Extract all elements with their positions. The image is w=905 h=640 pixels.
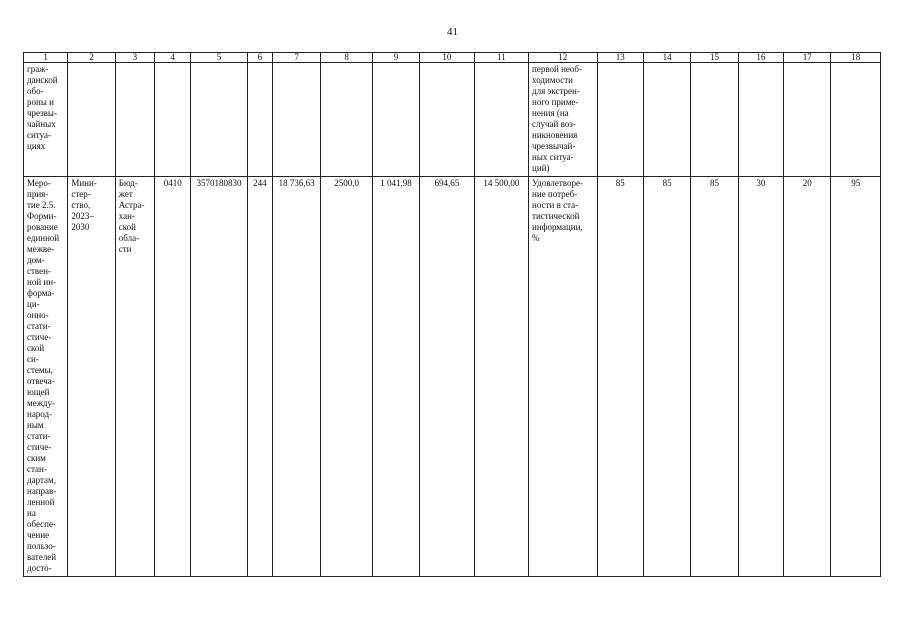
col-header: 7 xyxy=(272,53,320,63)
col-header: 15 xyxy=(691,53,738,63)
expense-type-cell: 244 xyxy=(247,177,272,577)
table-row xyxy=(24,177,881,577)
table-cell xyxy=(115,63,154,177)
amount-cell: 2500,0 xyxy=(321,177,372,577)
indicator-cell: Удовлетворе- ние потреб- ности в ста- тистической информации, % xyxy=(529,177,598,577)
indicator-value-cell: 85 xyxy=(597,177,643,577)
section-code-cell: 0410 xyxy=(155,177,191,577)
col-header: 12 xyxy=(529,53,598,63)
target-article-cell: 3570180830 xyxy=(191,177,247,577)
event-name-cell: граж- данской обо- роны и чрезвы- чайных ситуа- циях xyxy=(24,63,68,177)
col-header: 13 xyxy=(597,53,643,63)
col-header: 16 xyxy=(738,53,783,63)
table-cell xyxy=(155,63,191,177)
amount-cell: 1 041,98 xyxy=(372,177,419,577)
table-cell xyxy=(784,63,831,177)
table-cell xyxy=(474,63,528,177)
col-header: 6 xyxy=(247,53,272,63)
amount-cell: 694,65 xyxy=(420,177,474,577)
table-cell xyxy=(321,63,372,177)
amount-total-cell: 18 736,63 xyxy=(272,177,320,577)
col-header: 5 xyxy=(191,53,247,63)
indicator-value-cell: 85 xyxy=(643,177,690,577)
table-cell xyxy=(272,63,320,177)
col-header: 17 xyxy=(784,53,831,63)
table-cell xyxy=(597,63,643,177)
col-header: 10 xyxy=(420,53,474,63)
table-cell xyxy=(643,63,690,177)
funding-source-cell: Бюд- жет Астра- хан- ской обла- сти xyxy=(115,177,154,577)
table-cell xyxy=(68,63,115,177)
indicator-cell: первой необ- ходимости для экстрен- ного приме- нения (на случай воз- никновения чрезвычай- ных ситуа- ций) xyxy=(529,63,598,177)
event-name-cell: Меро- прия- тие 2.5. Форми- рование единной межве- дом- ствен- ной ин- форма- ци- онно- стати- стиче- ской си- стемы, отвеча- ющей между- народ- ным стати- стиче- ским стан- дартам, направ- ленной на обеспе- чение пользо- вателей досто- xyxy=(24,177,68,577)
table-cell xyxy=(372,63,419,177)
col-header: 11 xyxy=(474,53,528,63)
table-row xyxy=(24,63,881,177)
col-header: 1 xyxy=(24,53,68,63)
program-table xyxy=(23,52,881,577)
col-header: 2 xyxy=(68,53,115,63)
col-header: 14 xyxy=(643,53,690,63)
column-number-row xyxy=(24,53,881,63)
col-header: 9 xyxy=(372,53,419,63)
executor-cell: Мини- стер- ство, 2023– 2030 xyxy=(68,177,115,577)
indicator-value-cell: 20 xyxy=(784,177,831,577)
indicator-value-cell: 30 xyxy=(738,177,783,577)
col-header: 4 xyxy=(155,53,191,63)
table-cell xyxy=(691,63,738,177)
col-header: 18 xyxy=(831,53,881,63)
amount-cell: 14 500,00 xyxy=(474,177,528,577)
col-header: 8 xyxy=(321,53,372,63)
table-cell xyxy=(420,63,474,177)
table-cell xyxy=(247,63,272,177)
indicator-value-cell: 85 xyxy=(691,177,738,577)
table-cell xyxy=(738,63,783,177)
page-number: 41 xyxy=(447,26,458,38)
table-cell xyxy=(191,63,247,177)
indicator-value-cell: 95 xyxy=(831,177,881,577)
table-cell xyxy=(831,63,881,177)
col-header: 3 xyxy=(115,53,154,63)
